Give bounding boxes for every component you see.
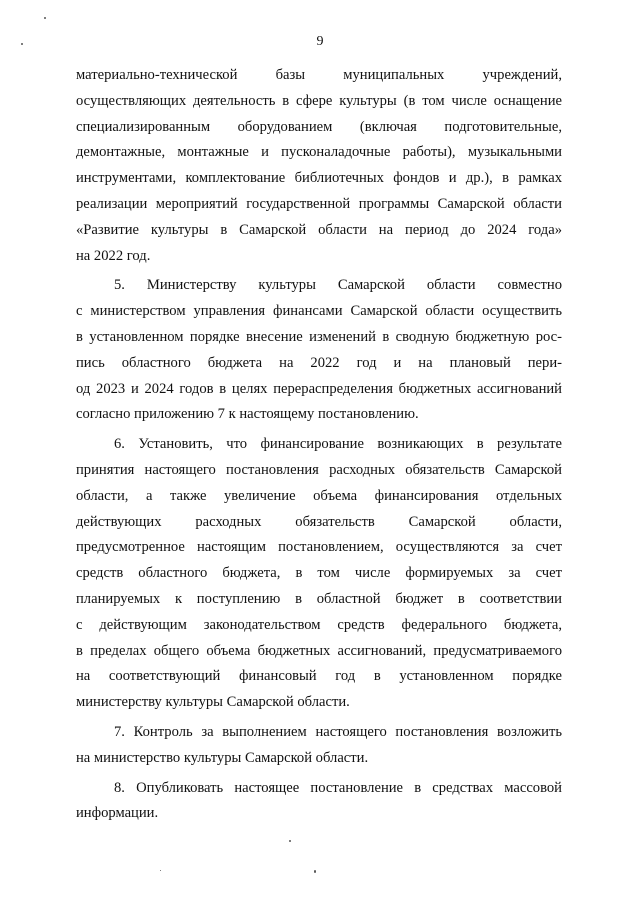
text-line: 7. Контроль за выполнением настоящего постановления возложить [114,723,562,740]
text-line: од 2023 и 2024 годов в целях перераспределения бюджетных ассигнований [76,380,562,397]
scan-speck [314,870,316,873]
text-line: 5. Министерству культуры Самарской области совместно [114,277,562,294]
text-line: осуществляющих деятельность в сфере культуры (в том числе оснащение [76,92,562,109]
text-line: пись областного бюджета на 2022 год и на плановый пери- [76,354,562,371]
scan-speck [289,840,291,842]
text-line: реализации мероприятий государственной программы Самарской области [76,195,562,212]
text-line: «Развитие культуры в Самарской области на период до 2024 года» [76,221,562,238]
text-line: принятия настоящего постановления расходных обязательств Самарской [76,461,562,478]
scan-speck [160,870,161,871]
text-line: демонтажные, монтажные и пусконаладочные работы), музыкальными [76,144,562,161]
text-line: 8. Опубликовать настоящее постановление в средствах массовой [114,779,562,796]
text-line: материально-технической базы муниципальных учреждений, [76,67,562,83]
text-line: информации. [76,805,159,822]
text-line: в пределах общего объема бюджетных ассигнований, предусматриваемого [76,642,562,659]
text-line: предусмотренное настоящим постановлением, осуществляются за счет [76,539,562,556]
text-line: министерству культуры Самарской области. [76,694,350,711]
page-number: 9 [316,34,324,49]
text-line: на 2022 год. [76,247,151,264]
document-body [76,63,562,827]
text-line: средств областного бюджета, в том числе формируемых за счет [76,565,562,582]
scan-speck [44,17,46,19]
text-line: специализированным оборудованием (включая подготовительные, [76,118,562,135]
text-line: 6. Установить, что финансирование возникающих в результате [114,436,562,453]
text-line: области, а также увеличение объема финансирования отдельных [76,487,562,504]
text-line: планируемых к поступлению в областной бюджет в соответствии [76,590,562,607]
text-line: действующих расходных обязательств Самарской области, [76,513,562,530]
scan-speck [21,43,23,45]
text-line: на министерство культуры Самарской области. [76,749,369,766]
text-line: инструментами, комплектование библиотечных фондов и др.), в рамках [76,170,562,187]
text-line: на соответствующий финансовый год в установленном порядке [76,668,562,685]
text-line: с действующим законодательством средств федерального бюджета, [76,616,562,633]
text-line: в установленном порядке внесение изменений в сводную бюджетную рос- [76,328,562,345]
text-line: с министерством управления финансами Самарской области осуществить [76,303,562,320]
text-line: согласно приложению 7 к настоящему постановлению. [76,406,419,423]
